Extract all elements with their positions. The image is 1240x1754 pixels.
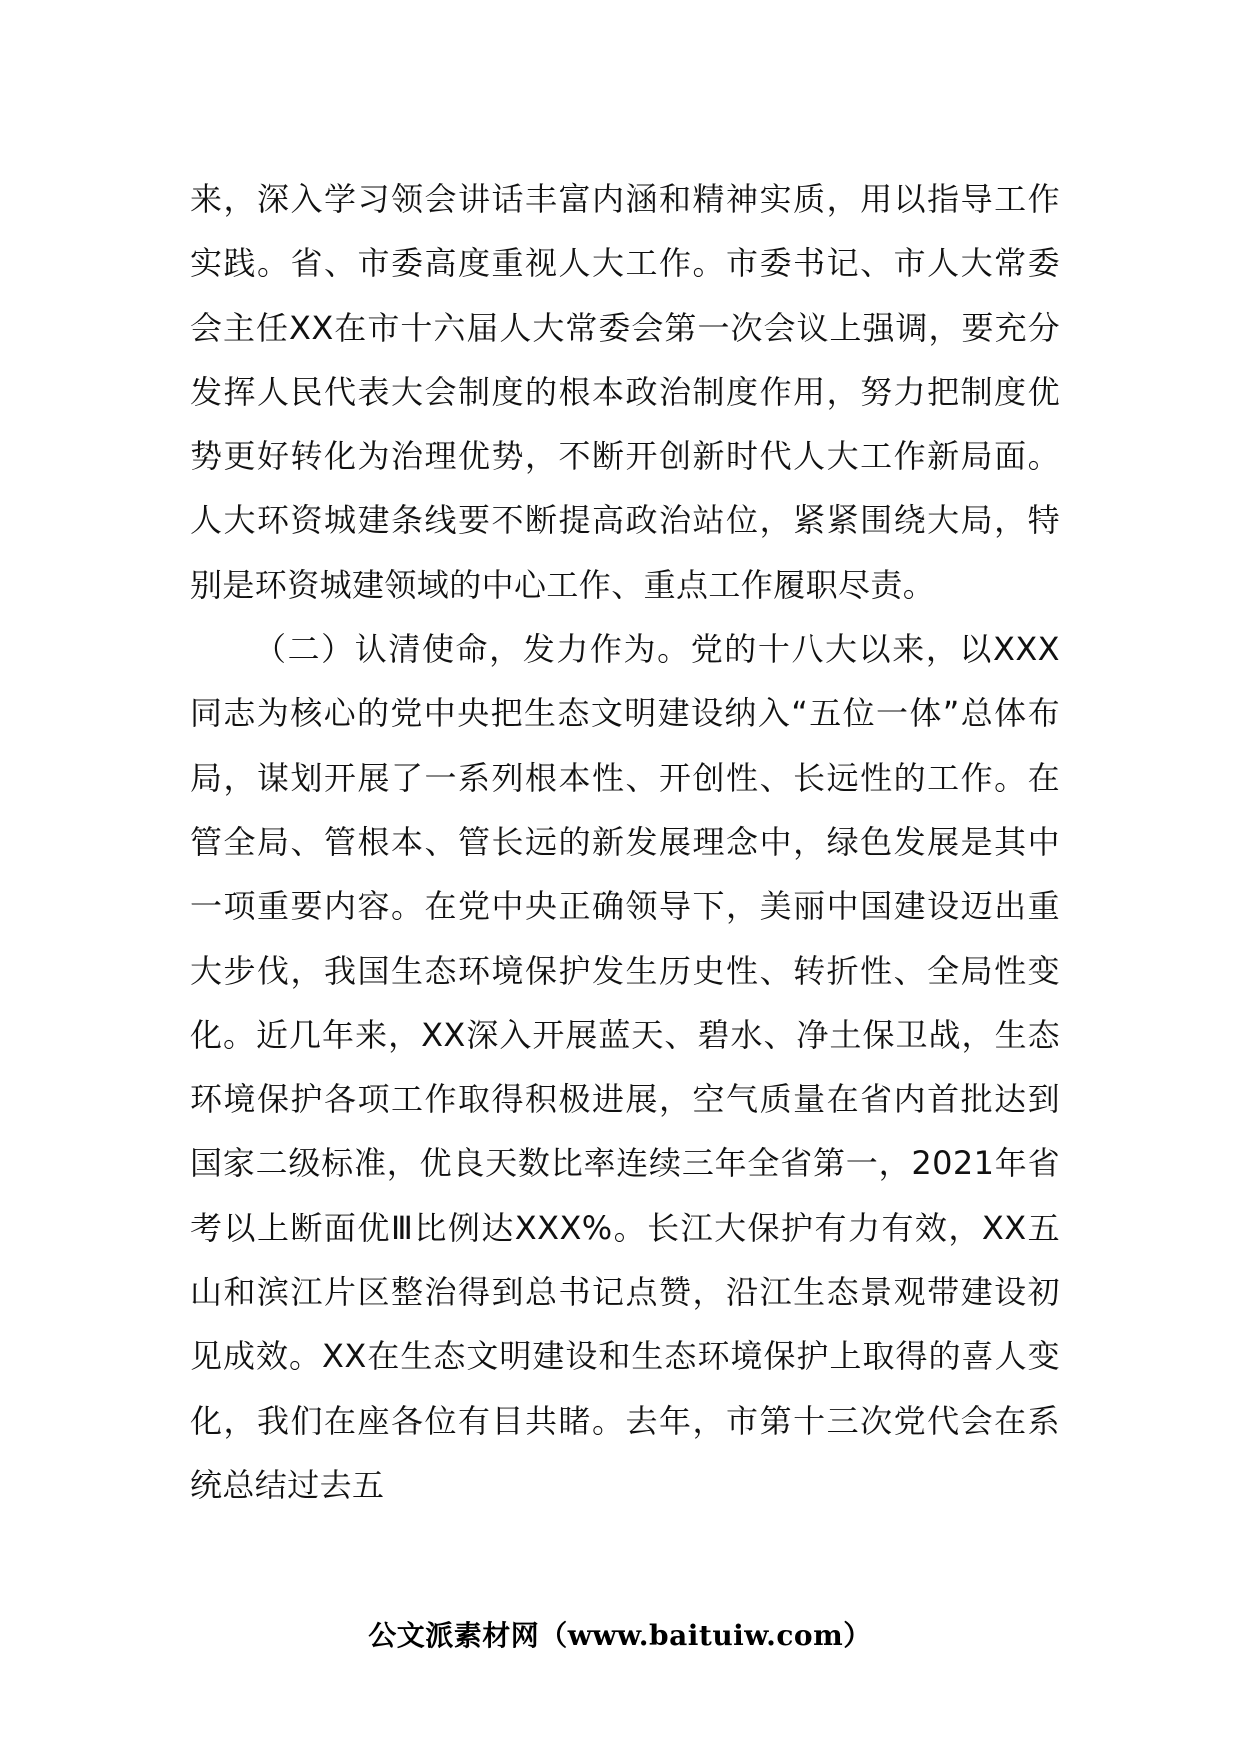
paragraph-2: （二）认清使命，发力作为。党的十八大以来，以XXX同志为核心的党中央把生态文明建设纳入“五位一体”总体布局，谋划开展了一系列根本性、开创性、长远性的工作。在管全局、管根本、管长远的新发展理念中，绿色发展是其中一项重要内容。在党中央正确领导下，美丽中国建设迈出重大步伐，我国生态环境保护发生历史性、转折性、全局性变化。近几年来，XX深入开展蓝天、碧水、净土保卫战，生态环境保护各项工作取得积极进展，空气质量在省内首批达到国家二级标准，优良天数比率连续三年全省第一，2021年省考以上断面优Ⅲ比例达XXX%。长江大保护有力有效，XX五山和滨江片区整治得到总书记点赞，沿江生态景观带建设初见成效。XX在生态文明建设和生态环境保护上取得的喜人变化，我们在座各位有目共睹。去年，市第十三次党代会在系统总结过去五 [190, 630, 1060, 1504]
footer-watermark: 公文派素材网（www.baituiw.com） [368, 1619, 872, 1652]
document-body [190, 167, 1060, 1517]
paragraph-1: 来，深入学习领会讲话丰富内涵和精神实质，用以指导工作实践。省、市委高度重视人大工作。市委书记、市人大常委会主任XX在市十六届人大常委会第一次会议上强调，要充分发挥人民代表大会制度的根本政治制度作用，努力把制度优势更好转化为治理优势，不断开创新时代人大工作新局面。人大环资城建条线要不断提高政治站位，紧紧围绕大局，特别是环资城建领域的中心工作、重点工作履职尽责。 [190, 180, 1060, 604]
